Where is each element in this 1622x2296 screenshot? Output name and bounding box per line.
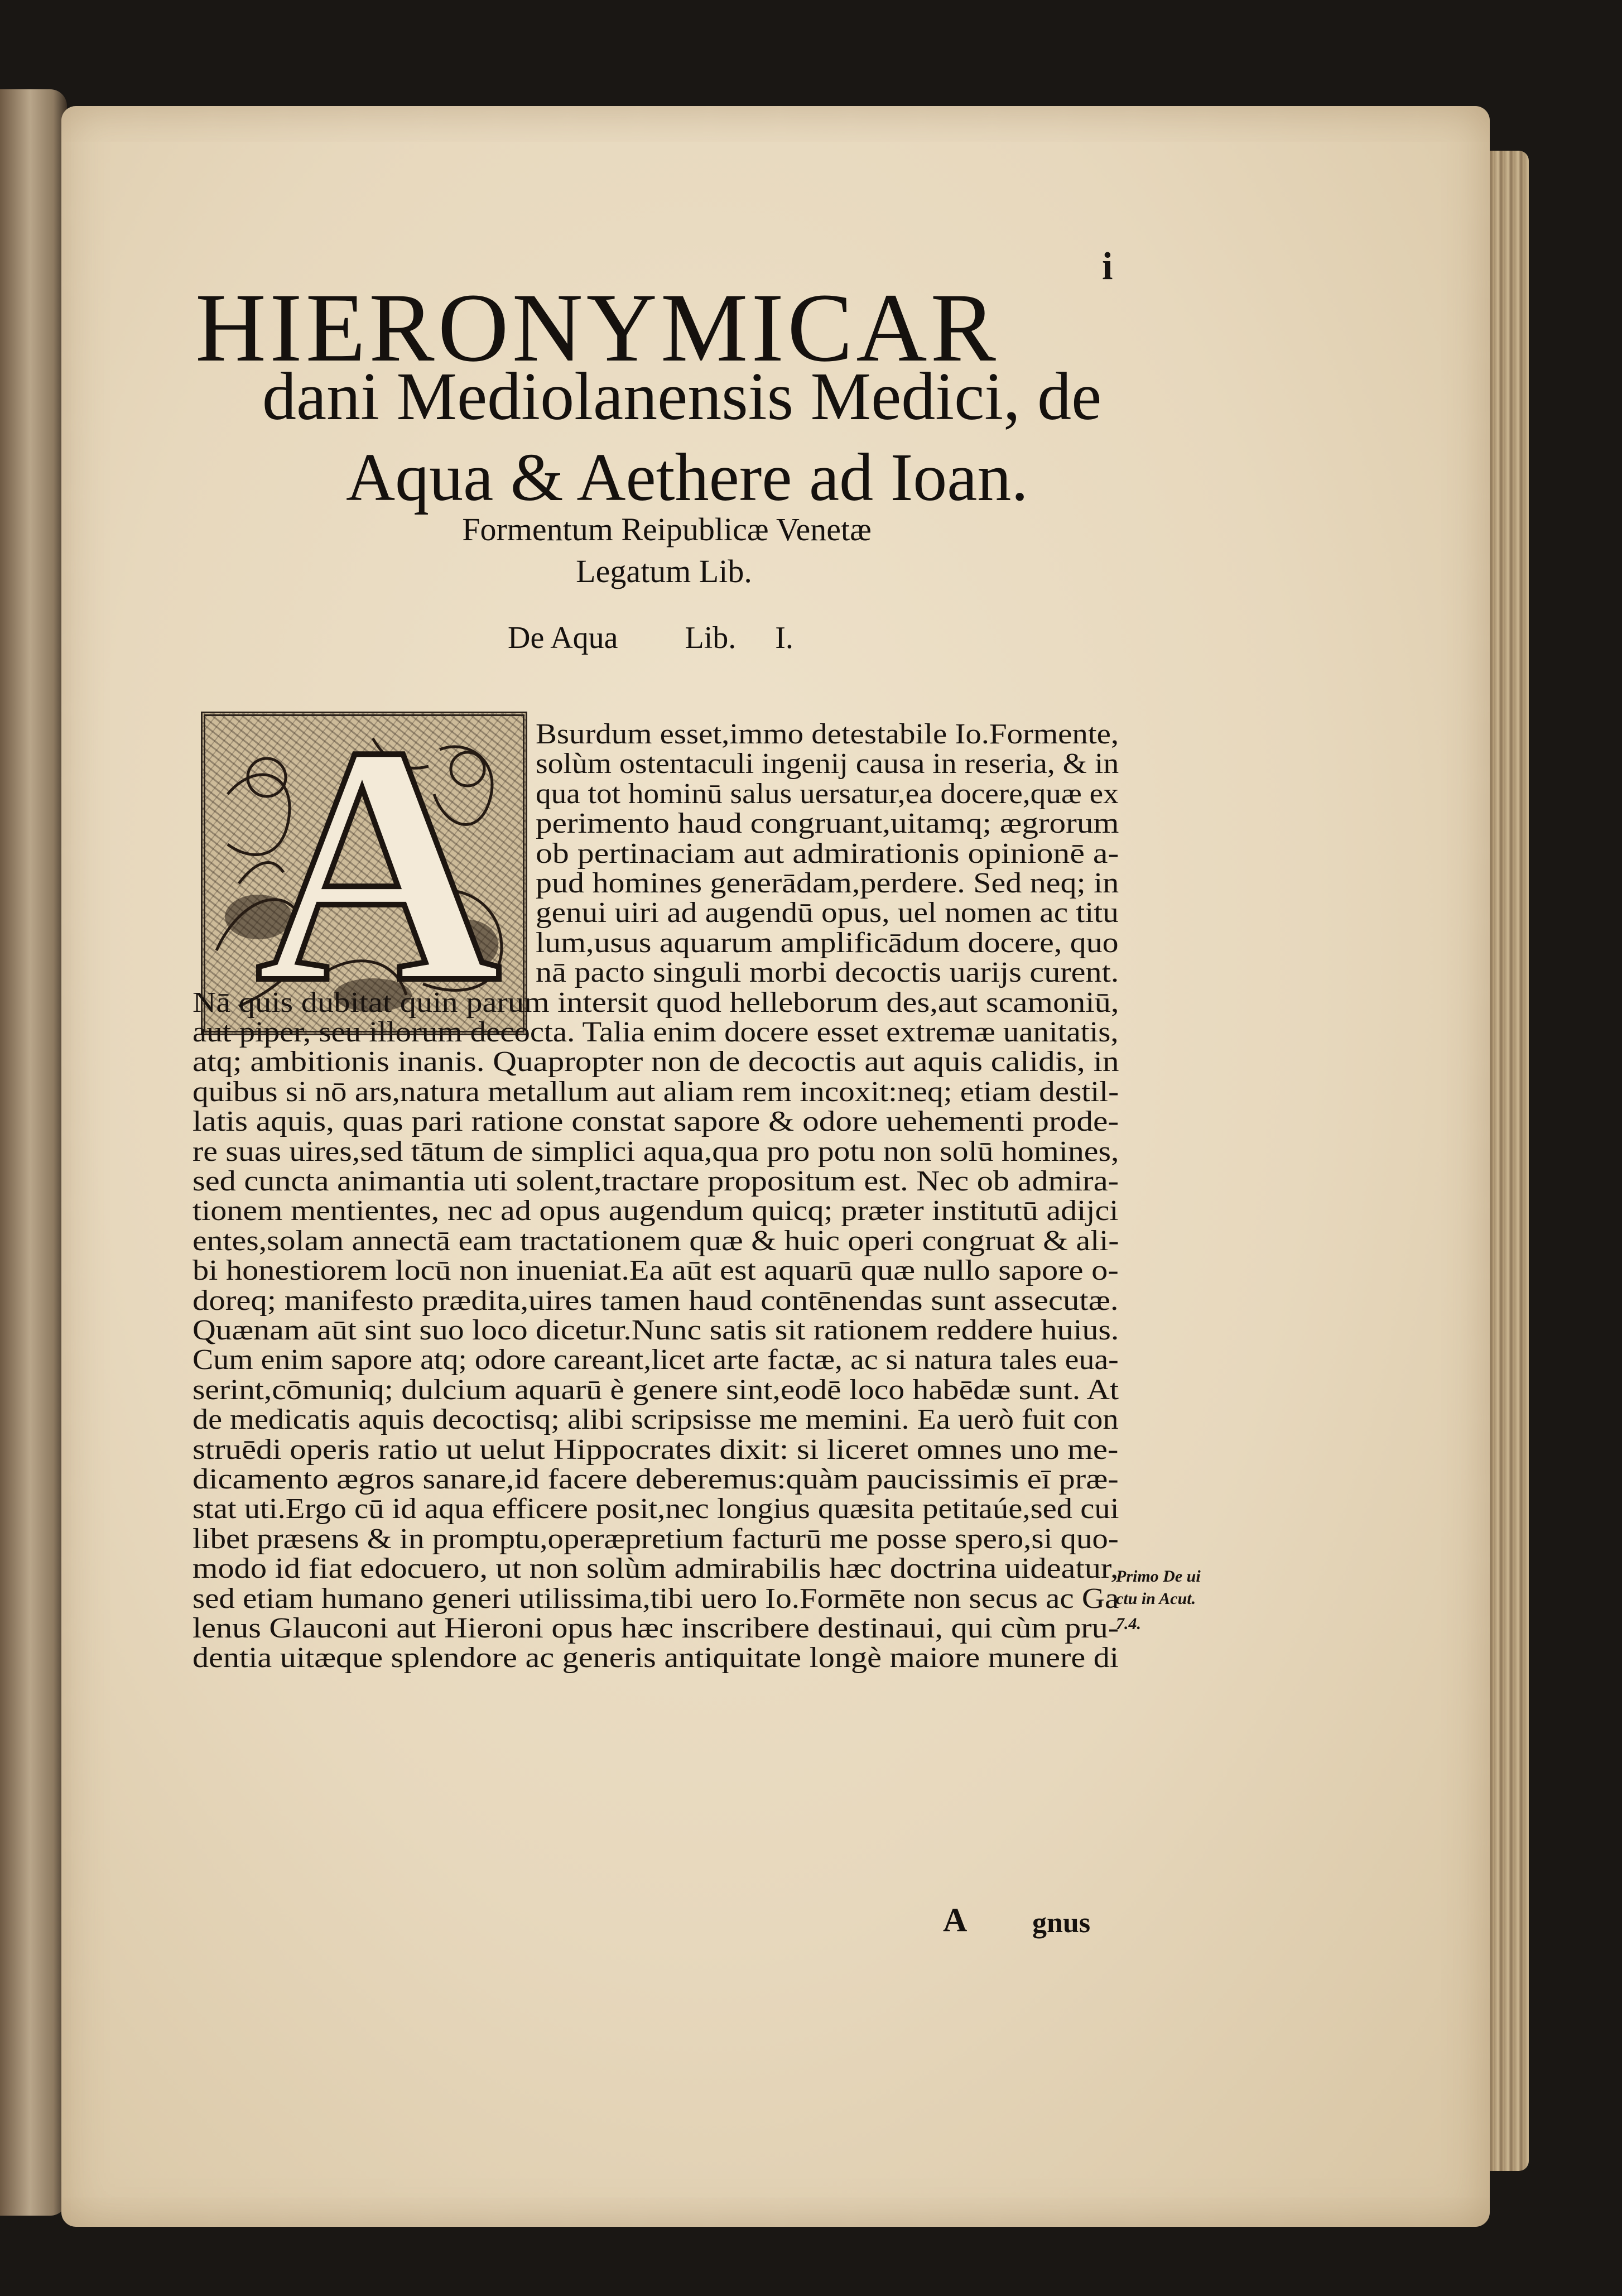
facing-page-edge [0,89,67,2216]
page-stack-edge [1484,151,1529,2171]
body-line: sed etiam humano generi utilissima,tibi uero Io.Formēte non secus ac Ga [192,1582,1119,1615]
body-line: bi honestiorem locū non inueniat.Ea aūt est aquarū quæ nullo sapore o- [192,1255,1119,1287]
body-line: tionem mentientes, nec ad opus augendum quicq; præter institutū adijci [192,1195,1119,1227]
body-line: perimento haud congruant,uitamq; ægrorum [536,808,1119,840]
body-line: qua tot hominū salus uersatur,ea docere,quæ ex [536,777,1119,810]
bleed-through-text [391,201,949,257]
catchword: gnus [1032,1907,1091,1939]
initial-letter: A [256,712,502,1035]
book-heading-number: I. [775,621,793,655]
body-line: struēdi operis ratio ut uelut Hippocrates dixit: si liceret omnes uno me- [192,1433,1119,1466]
title-line-2: dani Mediolanensis Medici, de [262,359,1102,434]
margin-note-line-3: 7.4. [1116,1615,1141,1633]
body-line: Nā quis dubitat quin parum intersit quod helleborum des,aut scamoniū, [192,986,1119,1019]
book-heading-lib: Lib. [685,621,737,655]
body-line: de medicatis aquis decoctisq; alibi scripsisse me memini. Ea uerò fuit con [192,1404,1119,1436]
body-line: re suas uires,sed tātum de simplici aqua,qua pro potu non solū homines, [192,1135,1119,1168]
body-line: sed cuncta animantia uti solent,tractare propositum est. Nec ob admira- [192,1165,1119,1197]
body-line: pud homines generādam,perdere. Sed neq; in [536,867,1119,899]
margin-note-line-2: ctu in Acut. [1116,1589,1196,1608]
body-line: nā pacto singuli morbi decoctis uarijs curent. [536,957,1119,989]
body-line: modo id fiat edocuero, ut non solùm admirabilis hæc doctrina uideatur, [192,1553,1119,1585]
title-line-5: Legatum Lib. [576,553,752,589]
signature-mark: A [943,1901,968,1938]
body-line: stat uti.Ergo cū id aqua efficere posit,nec longius quæsita petitaúe,sed cui [192,1493,1119,1525]
body-line: lum,usus aquarum amplificādum docere, quo [536,926,1119,959]
title-line-4: Formentum Reipublicæ Venetæ [462,511,872,547]
body-line: dicamento ægros sanare,id facere deberemus:quàm paucissimis eī præ- [192,1463,1119,1495]
body-line: entes,solam annectā eam tractationem quæ & huic operi congruat & ali- [192,1224,1119,1257]
body-line: dentia uitæque splendore ac generis antiquitate longè maiore munere di [192,1642,1119,1674]
body-line: serint,cōmuniq; dulcium aquarū è genere sint,eodē loco habēdæ sunt. At [192,1373,1119,1406]
body-line: Quænam aūt sint suo loco dicetur.Nunc satis sit rationem reddere huius. [192,1314,1119,1346]
title-line-3: Aqua & Aethere ad Ioan. [346,440,1028,515]
body-line: lenus Glauconi aut Hieroni opus hæc inscribere destinaui, qui cùm pru- [192,1612,1119,1644]
title-line-1: HIERONYMICAR [195,273,999,382]
body-line: Bsurdum esset,immo detestabile Io.Formente, [536,718,1119,750]
book-heading-title: De Aqua [508,621,618,655]
body-line: libet præsens & in promptu,operæpretium facturū me posse spero,si quo- [192,1522,1119,1555]
body-line: quibus si nō ars,natura metallum aut aliam rem incoxit:neq; etiam destil- [192,1075,1119,1108]
body-line: atq; ambitionis inanis. Quapropter non de decoctis aut aquis calidis, in [192,1046,1119,1078]
body-line: latis aquis, quas pari ratione constat sapore & odore uehementi prode- [192,1106,1119,1138]
margin-note-line-1: Primo De ui [1116,1567,1201,1586]
book-heading [508,622,843,654]
page-number: i [1102,245,1113,288]
body-line: doreq; manifesto prædita,uires tamen haud contēnendas sunt assecutæ. [192,1284,1119,1317]
body-line: ob pertinaciam aut admirationis opinionē a- [536,837,1119,870]
body-line: aut piper, seu illorum decocta. Talia enim docere esset extremæ uanitatis, [192,1016,1119,1048]
body-line: Cum enim sapore atq; odore careant,licet arte factæ, ac si natura tales eua- [192,1344,1119,1376]
body-line: solùm ostentaculi ingenij causa in reseria, & in [536,748,1119,780]
body-line: genui uiri ad augendū opus, uel nomen ac titu [536,897,1119,929]
